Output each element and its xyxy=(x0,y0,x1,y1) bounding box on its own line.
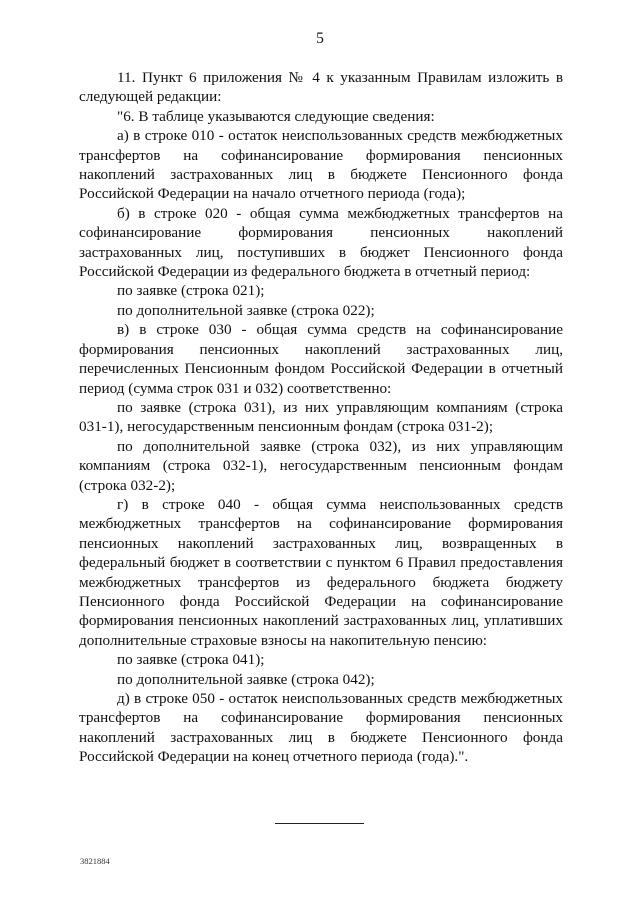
paragraph-line-031: по заявке (строка 031), из них управляющим компаниям (строка 031-1), негосударственным пенсионным фондам (строка 031-2); xyxy=(79,398,563,436)
paragraph-d-line-050: д) в строке 050 - остаток неиспользованных средств межбюджетных трансфертов на софинансирование формирования пенсионных накоплений застрахованных лиц в бюджете Пенсионного фонда Российской Федерации на конец отчетного периода (года).". xyxy=(79,690,563,766)
paragraph-item-11: 11. Пункт 6 приложения № 4 к указанным Правилам изложить в следующей редакции: xyxy=(79,69,563,106)
paragraph-line-022: по дополнительной заявке (строка 022); xyxy=(117,301,375,319)
paragraph-b-line-020: б) в строке 020 - общая сумма межбюджетных трансфертов на софинансирование формирования пенсионных накоплений застрахованных лиц, поступивших в бюджет Пенсионного фонда Российской Федерации из федерального бюджета в отчетный период: xyxy=(79,204,563,281)
paragraph-table-intro: "6. В таблице указываются следующие сведения: xyxy=(117,107,435,125)
paragraph-v-line-030: в) в строке 030 - общая сумма средств на софинансирование формирования пенсионных накоплений застрахованных лиц, перечисленных Пенсионным фондом Российской Федерации в отчетный период (сумма строк 031 и 032) соответственно: xyxy=(79,321,563,397)
paragraph-a-line-010: а) в строке 010 - остаток неиспользованных средств межбюджетных трансфертов на софинансирование формирования пенсионных накоплений застрахованных лиц в бюджете Пенсионного фонда Российской Федерации на начало отчетного периода (года); xyxy=(79,127,563,203)
paragraph-line-021: по заявке (строка 021); xyxy=(117,282,265,300)
paragraph-line-032: по дополнительной заявке (строка 032), из них управляющим компаниям (строка 032-1), негосударственным пенсионным фондам (строка 032-2); xyxy=(79,437,563,494)
footer-separator-line xyxy=(275,823,364,824)
paragraph-g-line-040: г) в строке 040 - общая сумма неиспользованных средств межбюджетных трансфертов на софинансирование формирования пенсионных накоплений застрахованных лиц, возвращенных в федеральный бюджет в соответствии с пунктом 6 Правил предоставления межбюджетных трансфертов из федерального бюджета бюджету Пенсионного фонда Российской Федерации на софинансирование формирования пенсионных накоплений застрахованных лиц, уплативших дополнительные страховые взносы на накопительную пенсию: xyxy=(79,495,563,649)
paragraph-line-042: по дополнительной заявке (строка 042); xyxy=(117,670,375,688)
paragraph-line-041: по заявке (строка 041); xyxy=(117,651,265,669)
document-body xyxy=(79,68,563,767)
document-code: 3821884 xyxy=(80,856,110,866)
page-number: 5 xyxy=(316,30,324,47)
